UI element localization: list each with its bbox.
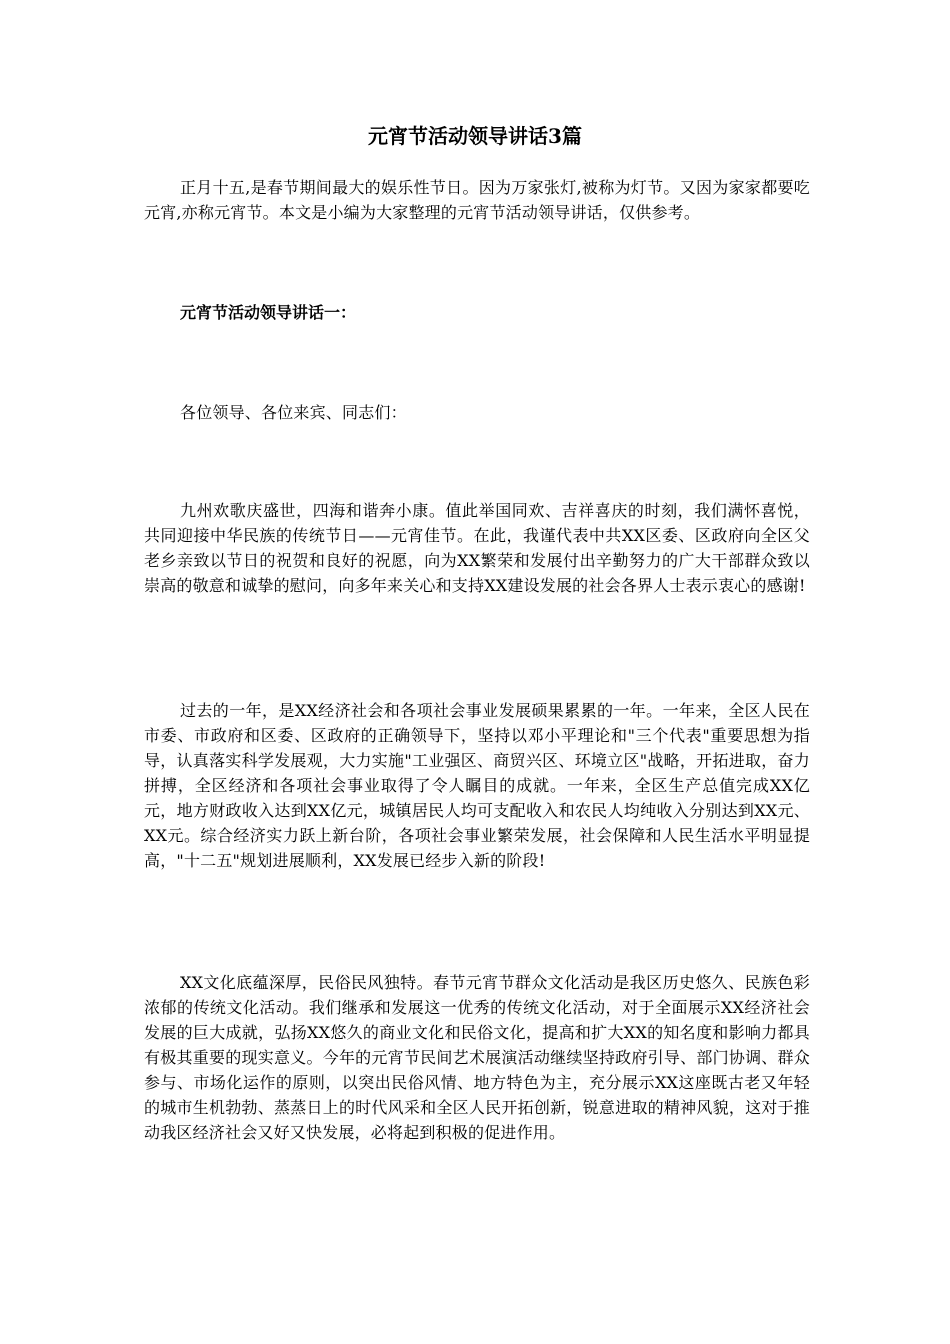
body-paragraph: 九州欢歌庆盛世，四海和谐奔小康。值此举国同欢、吉祥喜庆的时刻，我们满怀喜悦，共同迎接中华民族的传统节日——元宵佳节。在此，我谨代表中共XX区委、区政府向全区父老乡亲致以节日的祝贺和良好的祝愿，向为XX繁荣和发展付出辛勤努力的广大干部群众致以崇高的敬意和诚挚的慰问，向多年来关心和支持XX建设发展的社会各界人士表示衷心的感谢! <box>144 501 810 595</box>
section-heading: 元宵节活动领导讲话一： <box>180 303 357 322</box>
intro-paragraph: 正月十五,是春节期间最大的娱乐性节日。因为万家张灯,被称为灯节。又因为家家都要吃元宵,亦称元宵节。本文是小编为大家整理的元宵节活动领导讲话，仅供参考。 <box>144 178 810 222</box>
greeting-line: 各位领导、各位来宾、同志们： <box>180 403 407 422</box>
body-paragraph: 过去的一年，是XX经济社会和各项社会事业发展硕果累累的一年。一年来，全区人民在市委、市政府和区委、区政府的正确领导下，坚持以邓小平理论和"三个代表"重要思想为指导，认真落实科学发展观，大力实施"工业强区、商贸兴区、环境立区"战略，开拓进取，奋力拼搏，全区经济和各项社会事业取得了令人瞩目的成就。一年来，全区生产总值完成XX亿元，地方财政收入达到XX亿元，城镇居民人均可支配收入和农民人均纯收入分别达到XX元、XX元。综合经济实力跃上新台阶，各项社会事业繁荣发展，社会保障和人民生活水平明显提高，"十二五"规划进展顺利，XX发展已经步入新的阶段! <box>144 701 810 870</box>
document-title: 元宵节活动领导讲话3篇 <box>368 124 582 148</box>
body-paragraph: XX文化底蕴深厚，民俗民风独特。春节元宵节群众文化活动是我区历史悠久、民族色彩浓郁的传统文化活动。我们继承和发展这一优秀的传统文化活动，对于全面展示XX经济社会发展的巨大成就，弘扬XX悠久的商业文化和民俗文化，提高和扩大XX的知名度和影响力都具有极其重要的现实意义。今年的元宵节民间艺术展演活动继续坚持政府引导、部门协调、群众参与、市场化运作的原则，以突出民俗风情、地方特色为主，充分展示XX这座既古老又年轻的城市生机勃勃、蒸蒸日上的时代风采和全区人民开拓创新，锐意进取的精神风貌，这对于推动我区经济社会又好又快发展，必将起到积极的促进作用。 <box>144 973 810 1142</box>
